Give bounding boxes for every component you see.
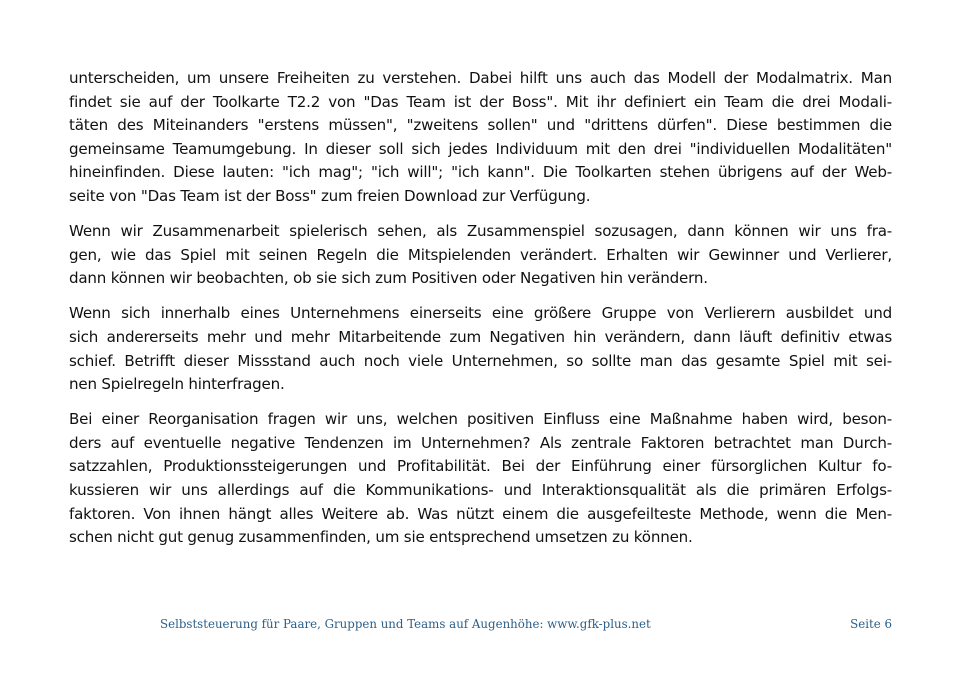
text-line: kussieren wir uns allerdings auf die Kommunikations- und Interaktionsqualität als die primären Erfolgs- [69,481,892,499]
text-line: Wenn sich innerhalb eines Unternehmens einerseits eine größere Gruppe von Verlierern ausbildet und [69,304,892,323]
footer-title: Selbststeuerung für Paare, Gruppen und Teams auf Augenhöhe: www.gfk-plus.net [160,617,651,631]
text-line: sich andererseits mehr und mehr Mitarbeitende zum Negativen hin verändern, dann läuft definitiv etwas [69,327,892,346]
text-line: gen, wie das Spiel mit seinen Regeln die Mitspielenden verändert. Erhalten wir Gewinner und Verlierer, [69,245,892,264]
paragraph-1 [69,67,892,209]
text-line: dann können wir beobachten, ob sie sich zum Positiven oder Negativen hin verändern. [69,269,708,288]
text-line: Bei einer Reorganisation fragen wir uns, welchen positiven Einfluss eine Maßnahme haben wird, beson- [69,410,892,429]
body-text [69,67,892,561]
text-line: ders auf eventuelle negative Tendenzen im Unternehmen? Als zentrale Faktoren betrachtet man Durch- [69,433,892,452]
text-line: hineinfinden. Diese lauten: "ich mag"; "ich will"; "ich kann". Die Toolkarten stehen übrigens auf der Web- [69,163,892,182]
text-line: Wenn wir Zusammenarbeit spielerisch sehen, als Zusammenspiel sozusagen, dann können wir uns fra- [69,222,892,241]
paragraph-2 [69,220,892,291]
text-line: findet sie auf der Toolkarte T2.2 von "Das Team ist der Boss". Mit ihr definiert ein Team die drei Modali- [69,92,892,111]
text-line: schen nicht gut genug zusammenfinden, um sie entsprechend umsetzen zu können. [69,528,693,547]
page-number: Seite 6 [850,617,892,631]
text-line: nen Spielregeln hinterfragen. [69,375,285,394]
paragraph-3 [69,302,892,396]
text-line: schief. Betrifft dieser Missstand auch noch viele Unternehmen, so sollte man das gesamte Spiel mit sei- [69,351,892,370]
text-line: faktoren. Von ihnen hängt alles Weitere ab. Was nützt einem die ausgefeilteste Methode, wenn die Men- [69,504,892,523]
text-line: täten des Miteinanders "erstens müssen", "zweitens sollen" und "drittens dürfen". Diese bestimmen die [69,116,892,135]
text-line: seite von "Das Team ist der Boss" zum freien Download zur Verfügung. [69,186,591,205]
paragraph-4 [69,408,892,550]
text-line: satzzahlen, Produktionssteigerungen und Profitabilität. Bei der Einführung einer fürsorglichen Kultur fo- [69,457,892,476]
text-line: gemeinsame Teamumgebung. In dieser soll sich jedes Individuum mit den drei "individuellen Modalitäten" [69,139,892,158]
text-line: unterscheiden, um unsere Freiheiten zu verstehen. Dabei hilft uns auch das Modell der Modalmatrix. Man [69,69,892,87]
